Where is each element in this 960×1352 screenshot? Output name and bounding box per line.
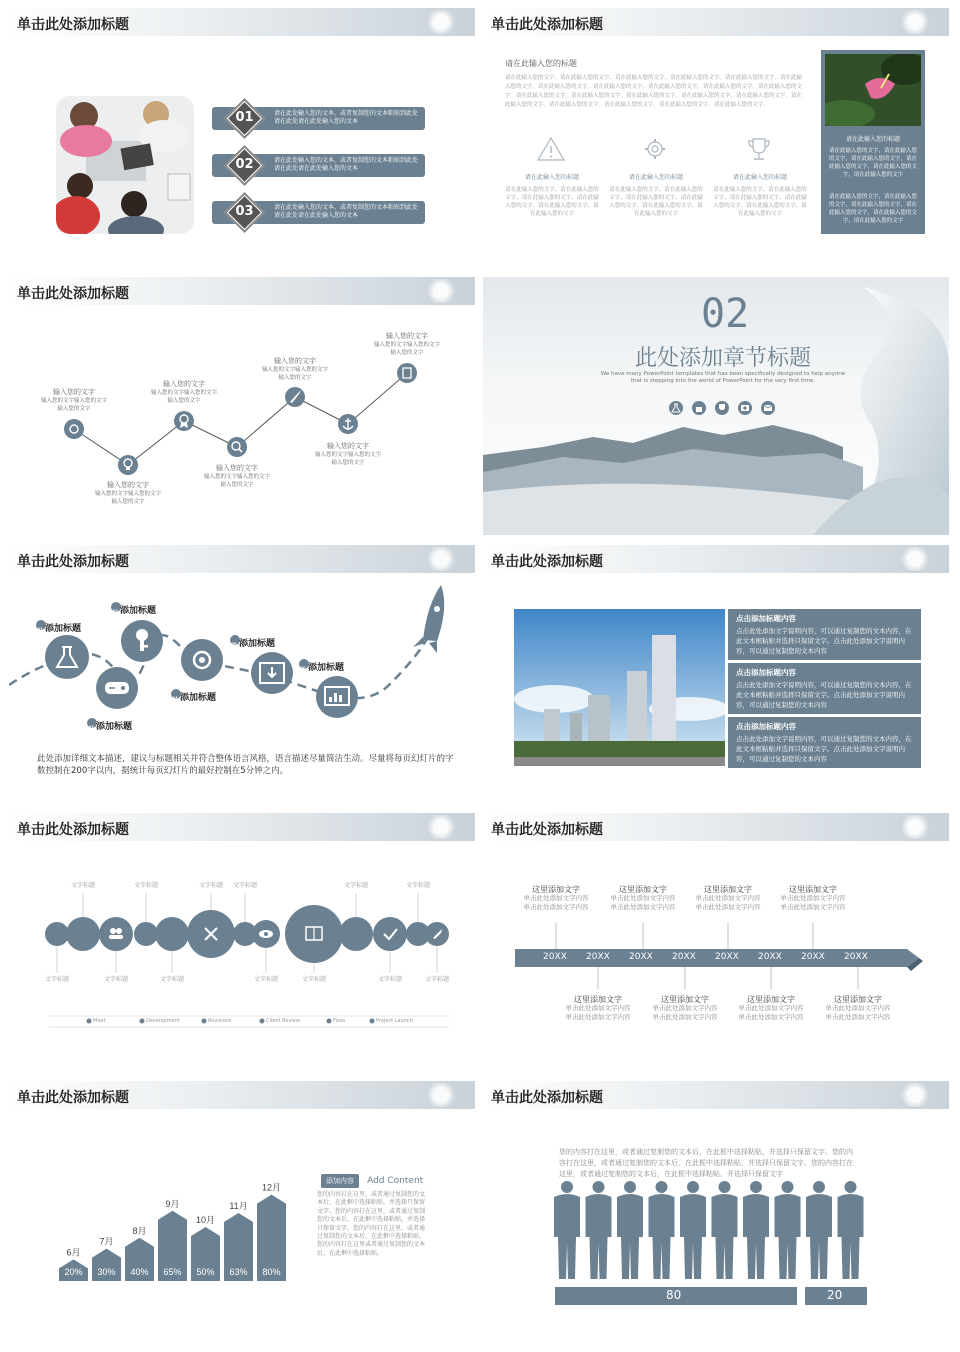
- person-silhouette: [743, 1181, 769, 1279]
- legend-item: Client Review: [266, 1018, 300, 1024]
- description-paragraph: 此处添加详细文本描述，建议与标题相关并符合整体语言风格，语言描述尽量简洁生动。尽量将每页幻灯片的字数控制在200字以内，据统计每页幻灯片的最好控制在5分钟之内。: [37, 754, 454, 776]
- list-item: [212, 104, 425, 133]
- list-item: [212, 198, 425, 227]
- bar-value-label: 63%: [229, 1267, 248, 1277]
- legend-item: Fixes: [333, 1018, 346, 1024]
- slide-2: [483, 8, 949, 266]
- bar-value-label: 30%: [97, 1267, 116, 1277]
- section-heading: 请在此输入您的标题: [505, 59, 577, 68]
- warning-icon: [536, 136, 566, 162]
- bottom-label: 文字标题: [377, 976, 402, 983]
- top-label: 文字标题: [343, 882, 368, 889]
- side-title: 请在此输入您的标题: [845, 136, 900, 143]
- bubble-timeline: [9, 813, 475, 1071]
- slide-5: [9, 545, 475, 803]
- house-bar-chart: [57, 1151, 307, 1339]
- bar-value-label: 80%: [262, 1267, 281, 1277]
- timeline-label: 输入您的文字 输入您的文字输入您的文字输入您的文字: [150, 380, 217, 404]
- legend-item: Meet: [93, 1018, 106, 1024]
- top-label: 文字标题: [133, 882, 158, 889]
- column-body: 请在此输入您的文字，请在此输入您的文字，请在此输入您的文字，请在此输入您的文字，请在此输入您的文字，请在此输入您的文字: [713, 187, 807, 217]
- slide-title: 单击此处添加标题: [17, 554, 129, 570]
- item-text: 请在此处输入您的文本，或者复制您的文本粘贴到此处请在此处请在此处输入您的文本: [274, 110, 419, 125]
- person-silhouette: [806, 1181, 832, 1279]
- trophy-icon: [744, 136, 774, 162]
- bottom-label: 文字标题: [301, 976, 326, 983]
- bar-category-label: 7月: [99, 1236, 114, 1247]
- info-block: [728, 609, 921, 660]
- splash-decoration: [895, 547, 935, 571]
- flask-icon: [45, 635, 89, 679]
- step-label: 01 添加标题: [37, 624, 82, 634]
- block-title: 点击添加标题内容: [736, 614, 796, 623]
- item-number: 03: [235, 204, 254, 219]
- person-silhouette: [649, 1181, 675, 1279]
- document-icon: [397, 363, 417, 383]
- milestone-bottom: 这里添加文字 单击此处添加文字内容 单击此处添加文字内容: [652, 995, 718, 1021]
- year-label: 20XX: [629, 952, 653, 962]
- block-body: 点击此处添加文字说明内容，可以通过复制您的文本内容，在此文本框粘贴并选择只保留文字。点击此处添加文字说明内容，可以通过复制您的文本内容: [736, 627, 912, 655]
- bar-value-label: 20%: [64, 1267, 83, 1277]
- item-number: 01: [235, 110, 254, 125]
- bar-category-label: 11月: [229, 1200, 248, 1211]
- person-silhouette: [838, 1181, 864, 1279]
- slide-title: 单击此处添加标题: [491, 822, 603, 838]
- block-title: 点击添加标题内容: [736, 668, 796, 677]
- key-icon: [121, 620, 163, 662]
- slide-title: 单击此处添加标题: [491, 554, 603, 570]
- step-label: 06 添加标题: [300, 663, 345, 673]
- bottom-label: 文字标题: [44, 976, 69, 983]
- milestone-bottom: 这里添加文字 单击此处添加文字内容 单击此处添加文字内容: [825, 995, 891, 1021]
- bar-category-label: 10月: [195, 1215, 216, 1225]
- person-silhouette: [775, 1181, 801, 1279]
- bar-value-label: 65%: [163, 1267, 182, 1277]
- year-label: 20XX: [758, 952, 782, 962]
- block-title: 点击添加标题内容: [736, 722, 796, 731]
- gear-icon: [181, 639, 223, 681]
- bar-category-label: 6月: [66, 1247, 81, 1258]
- item-text: 请在此处输入您的文本，或者复制您的文本粘贴到此处请在此处请在此处输入您的文本: [274, 204, 419, 219]
- slide-header: [483, 1081, 949, 1109]
- bottom-label: 文字标题: [424, 976, 449, 983]
- timeline-label: 输入您的文字 输入您的文字输入您的文字输入您的文字: [203, 464, 270, 488]
- tag-label: 添加内容: [321, 1174, 359, 1188]
- tag-english: Add Content: [367, 1176, 424, 1186]
- column-title: 请在此输入您的标题: [628, 174, 683, 181]
- year-label: 20XX: [586, 952, 610, 962]
- milestone-bottom: 这里添加文字 单击此处添加文字内容 单击此处添加文字内容: [738, 995, 804, 1021]
- ratio-bar-chart: [553, 1287, 873, 1307]
- legend-item: Development: [146, 1018, 180, 1024]
- city-photo: [514, 609, 725, 766]
- timeline-label: 输入您的文字 输入您的文字输入您的文字输入您的文字: [314, 442, 381, 466]
- slide-title: 单击此处添加标题: [491, 1090, 603, 1106]
- item-number: 02: [235, 157, 254, 172]
- thumbs-up-icon: [692, 401, 706, 415]
- info-block: [728, 663, 921, 714]
- column-title: 请在此输入您的标题: [732, 174, 787, 181]
- rocket-icon: [285, 387, 305, 407]
- bottom-label: 文字标题: [159, 976, 184, 983]
- bar-category-label: 12月: [261, 1182, 282, 1193]
- person-silhouette: [586, 1181, 612, 1279]
- slide-title: 单击此处添加标题: [17, 17, 129, 33]
- column-title: 请在此输入您的标题: [524, 174, 579, 181]
- block-body: 点击此处添加文字说明内容，可以通过复制您的文本内容，在此文本框粘贴并选择只保留文字。点击此处添加文字说明内容，可以通过复制您的文本内容: [736, 681, 912, 709]
- top-label: 文字标题: [198, 882, 223, 889]
- bar-category-label: 8月: [132, 1225, 147, 1236]
- slide-title: 单击此处添加标题: [17, 822, 129, 838]
- step-label: 04 添加标题: [172, 693, 217, 703]
- info-block: [728, 717, 921, 768]
- side-body: 请在此输入您的文字，请在此输入您的文字，请在此输入您的文字，请在此输入您的文字，请在此输入您的文字，请在此输入您的文字: [828, 194, 917, 224]
- splash-decoration: [421, 1083, 461, 1107]
- step-label: 02 添加标题: [88, 722, 133, 732]
- top-label: 文字标题: [232, 882, 257, 889]
- slide-header: [483, 545, 949, 573]
- timeline-label: 输入您的文字 输入您的文字输入您的文字输入您的文字: [261, 357, 328, 381]
- milestone-top: 这里添加文字 单击此处添加文字内容 单击此处添加文字内容: [523, 885, 589, 911]
- timeline-label: 输入您的文字 输入您的文字输入您的文字输入您的文字: [40, 388, 107, 412]
- content-paragraph: 您的内容打在这里，或者通过复制您的文本后，在此框中选择粘贴，并选择只保留文字。您的内容打在这里，或者通过复制您的文本后，在此框中选择粘贴，并选择只保留文字。您的内容打在这里，或者通过复制您的文本后，在此框中选择粘贴，您的内容打在这里或者通过复制您的文本后，在此框中选择粘贴。: [317, 1191, 426, 1257]
- year-label: 20XX: [801, 952, 825, 962]
- splash-decoration: [895, 10, 935, 34]
- chart-icon: [316, 676, 358, 718]
- column-body: 请在此输入您的文字，请在此输入您的文字，请在此输入您的文字，请在此输入您的文字，请在此输入您的文字，请在此输入您的文字: [505, 187, 599, 217]
- download-icon: [251, 652, 293, 694]
- slide-8: [483, 813, 949, 1071]
- people-silhouettes: [553, 1179, 873, 1279]
- content-tag: [321, 1168, 423, 1188]
- section-subtitle: We have many PowerPoint templates that has been specifically designed to help anyone that is stepping into the world of PowerPoint for the very first time.: [600, 371, 846, 384]
- slide-9: [9, 1081, 475, 1339]
- flask-icon: [669, 401, 683, 415]
- badge-icon: [174, 411, 194, 431]
- slide-title: 单击此处添加标题: [491, 17, 603, 33]
- year-label: 20XX: [672, 952, 696, 962]
- splash-decoration: [895, 1083, 935, 1107]
- person-silhouette: [617, 1181, 643, 1279]
- trophy-icon: [715, 401, 729, 415]
- slide-6: [483, 545, 949, 803]
- camera-icon: [738, 401, 752, 415]
- team-photo: [56, 96, 194, 234]
- top-label: 文字标题: [70, 882, 95, 889]
- milestone-bottom: 这里添加文字 单击此处添加文字内容 单击此处添加文字内容: [565, 995, 631, 1021]
- section-number: 02: [701, 291, 750, 337]
- timeline-label: 输入您的文字 输入您的文字输入您的文字输入您的文字: [373, 332, 440, 356]
- splash-decoration: [421, 10, 461, 34]
- item-text: 请在此处输入您的文本，或者复制您的文本粘贴到此处请在此处请在此处输入您的文本: [274, 157, 419, 172]
- milestone-top: 这里添加文字 单击此处添加文字内容 单击此处添加文字内容: [780, 885, 846, 911]
- person-silhouette: [680, 1181, 706, 1279]
- milestone-top: 这里添加文字 单击此处添加文字内容 单击此处添加文字内容: [610, 885, 676, 911]
- person-silhouette: [554, 1181, 580, 1279]
- eye-icon: [259, 930, 273, 938]
- mail-icon: [761, 401, 775, 415]
- legend-item: Project Launch: [376, 1018, 413, 1024]
- year-label: 20XX: [543, 952, 567, 962]
- slide-1: [9, 8, 475, 266]
- gear-icon: [640, 136, 670, 162]
- year-label: 20XX: [715, 952, 739, 962]
- icon-row: [667, 399, 787, 417]
- slide-7: [9, 813, 475, 1071]
- lightbulb-icon: [118, 455, 138, 475]
- rocket-icon: [413, 585, 444, 653]
- step-label: 05 添加标题: [231, 639, 276, 649]
- timeline-label: 输入您的文字 输入您的文字输入您的文字输入您的文字: [94, 481, 161, 505]
- year-label: 20XX: [844, 952, 868, 962]
- slide-10: [483, 1081, 949, 1339]
- list-item: [212, 151, 425, 180]
- gamepad-icon: [96, 667, 138, 709]
- top-label: 文字标题: [405, 882, 430, 889]
- slide-title: 单击此处添加标题: [17, 1090, 129, 1106]
- slide-4-section-cover: [483, 277, 949, 535]
- value-label-80: 80: [666, 1288, 682, 1302]
- body-paragraph: 请在此输入您的文字。请在此输入您的文字。请在此输入您的文字。请在此输入您的文字。请在此输入您的文字。请在此输入您的文字。请在此输入您的文字。请在此输入您的文字。请在此输入您的文字。请在此输入您的文字。请在此输入您的文字。请在此输入您的文字。请在此输入您的文字。请在此输入您的文字。请在此输入您的文字。请在此输入您的文字。请在此输入您的文字。请在此输入您的文字。请在此输入您的文字。请在此输入您的文字。请在此输入您的文字。: [505, 75, 803, 108]
- side-body: 请在此输入您的文字，请在此输入您的文字，请在此输入您的文字，请在此输入您的文字，请在此输入您的文字，请在此输入您的文字: [828, 148, 917, 178]
- slide-header: [9, 1081, 475, 1109]
- side-panel: [821, 50, 925, 234]
- block-body: 点击此处添加文字说明内容，可以通过复制您的文本内容，在此文本框粘贴并选择只保留文字。点击此处添加文字说明内容，可以通过复制您的文本内容: [736, 735, 912, 763]
- gear-icon: [64, 419, 84, 439]
- year-timeline-arrow: [483, 813, 949, 1071]
- slide-header: [9, 8, 475, 36]
- slide-header: [483, 8, 949, 36]
- search-icon: [227, 437, 247, 457]
- flower-photo: [825, 54, 921, 126]
- bar-category-label: 9月: [165, 1198, 180, 1209]
- legend-item: Revisions: [208, 1018, 232, 1024]
- anchor-icon: [338, 414, 358, 434]
- milestone-top: 这里添加文字 单击此处添加文字内容 单击此处添加文字内容: [695, 885, 761, 911]
- bar-value-label: 40%: [130, 1267, 149, 1277]
- value-label-20: 20: [827, 1288, 843, 1302]
- bar-value-label: 50%: [196, 1267, 215, 1277]
- column-body: 请在此输入您的文字，请在此输入您的文字，请在此输入您的文字，请在此输入您的文字，请在此输入您的文字，请在此输入您的文字: [609, 187, 703, 217]
- bottom-label: 文字标题: [103, 976, 128, 983]
- bottom-label: 文字标题: [253, 976, 278, 983]
- slide-title: 单击此处添加标题: [17, 286, 129, 302]
- step-label: 03 添加标题: [112, 606, 157, 616]
- slide-3: [9, 277, 475, 535]
- person-silhouette: [712, 1181, 738, 1279]
- section-title: 此处添加章节标题: [634, 346, 811, 371]
- content-paragraph: 您的内容打在这里，或者通过复制您的文本后，在此框中选择粘贴，并选择只保留文字。您的内容打在这里，或者通过复制您的文本后，在此框中选择粘贴，并选择只保留文字。您的内容打在这里，或者通过复制您的文本后，在此框中选择粘贴，并选择只保留文字: [559, 1148, 853, 1178]
